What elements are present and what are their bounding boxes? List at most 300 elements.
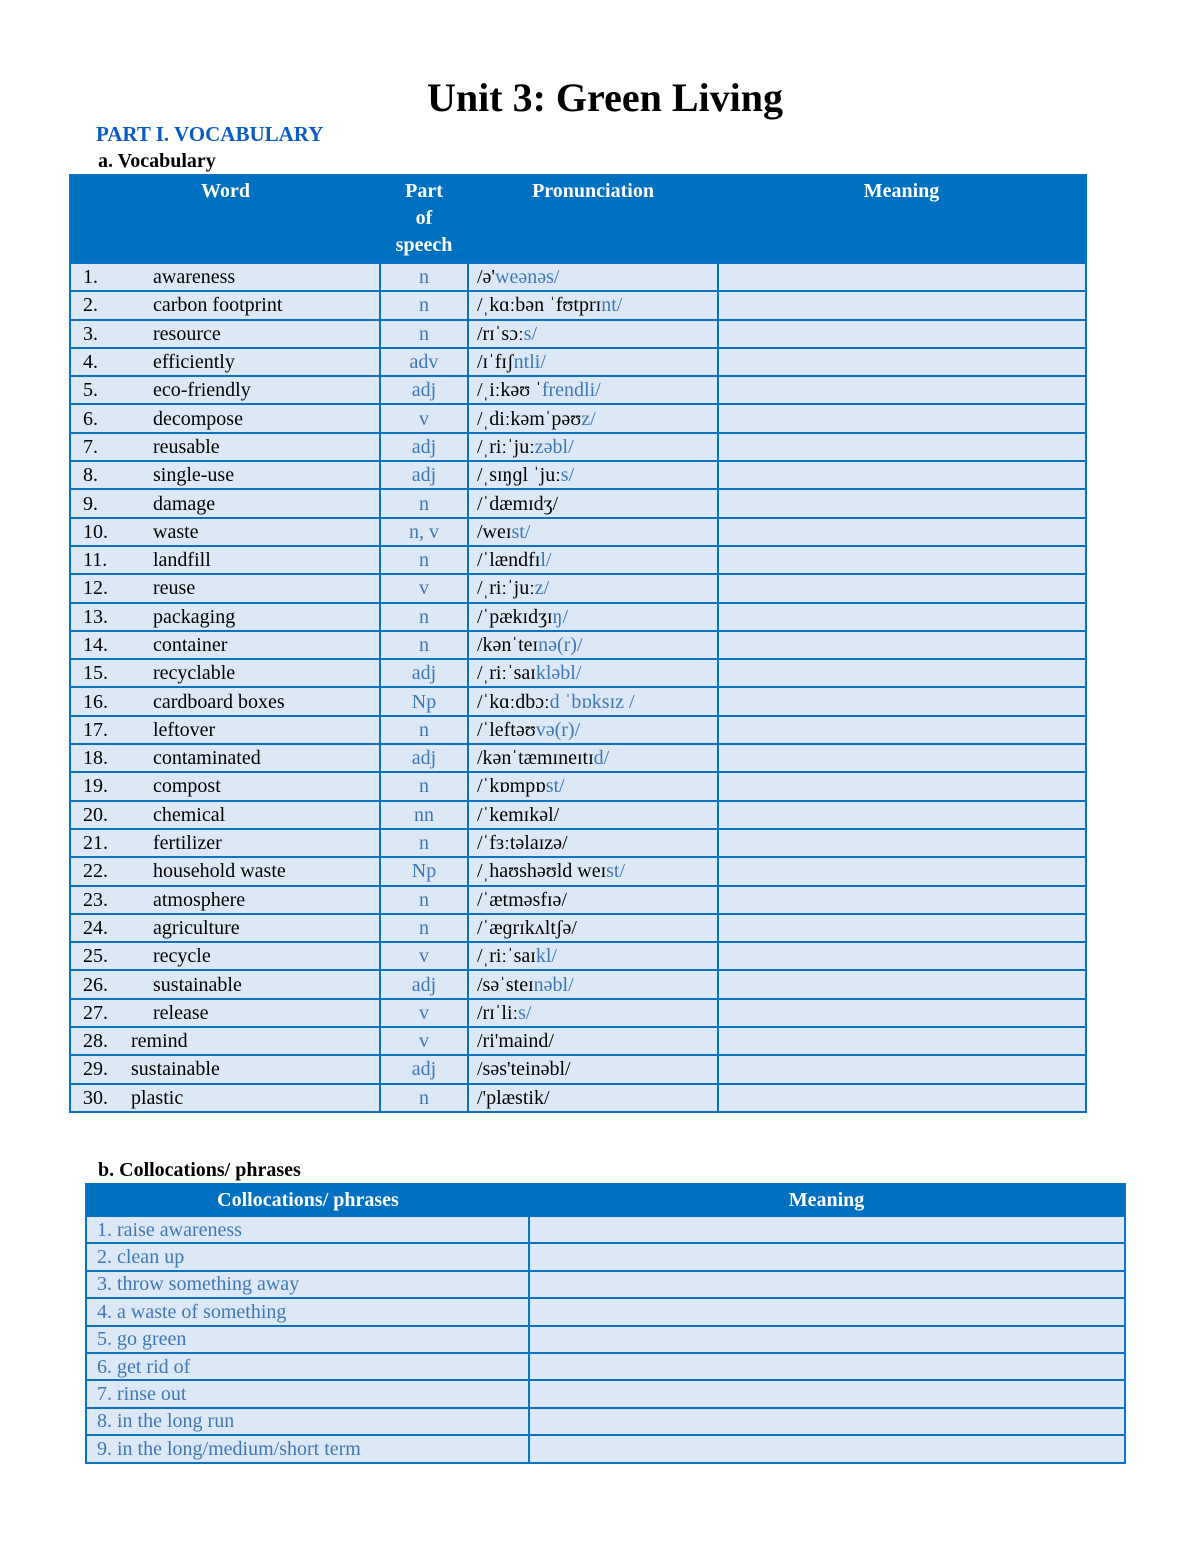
word-cell bbox=[70, 772, 380, 800]
meaning-cell[interactable] bbox=[718, 546, 1086, 574]
pronunciation-tail: kl/ bbox=[535, 945, 557, 968]
word-text: resource bbox=[153, 322, 221, 345]
table-row bbox=[70, 291, 1086, 319]
word-text: packaging bbox=[153, 605, 236, 628]
meaning-cell[interactable] bbox=[718, 659, 1086, 687]
word-cell bbox=[70, 1084, 380, 1112]
part-of-speech-cell: n, v bbox=[380, 518, 468, 546]
pronunciation-tail: və(r)/ bbox=[535, 718, 581, 741]
table-row bbox=[70, 461, 1086, 489]
table-row bbox=[70, 744, 1086, 772]
row-number: 27. bbox=[83, 1001, 108, 1024]
row-number: 28. bbox=[83, 1030, 108, 1053]
pronunciation-cell bbox=[468, 320, 718, 348]
pronunciation-tail: z/ bbox=[581, 407, 596, 430]
collocation-cell: 3. throw something away bbox=[86, 1271, 529, 1298]
pronunciation-cell bbox=[468, 942, 718, 970]
word-text: release bbox=[153, 1001, 209, 1024]
row-number: 10. bbox=[83, 520, 108, 543]
word-cell bbox=[70, 546, 380, 574]
row-number: 13. bbox=[83, 605, 108, 628]
row-number: 16. bbox=[83, 690, 108, 713]
pronunciation-cell bbox=[468, 914, 718, 942]
row-number: 1. bbox=[83, 266, 98, 289]
pronunciation-cell bbox=[468, 1055, 718, 1083]
word-cell bbox=[70, 320, 380, 348]
table-row bbox=[70, 603, 1086, 631]
pronunciation-cell bbox=[468, 433, 718, 461]
table-row bbox=[70, 659, 1086, 687]
row-number: 29. bbox=[83, 1058, 108, 1081]
table-row bbox=[86, 1326, 1125, 1353]
meaning-cell[interactable] bbox=[718, 320, 1086, 348]
row-number: 20. bbox=[83, 803, 108, 826]
table-row bbox=[86, 1271, 1125, 1298]
part-of-speech-cell: adj bbox=[380, 659, 468, 687]
pronunciation-tail: kləbl/ bbox=[535, 662, 582, 685]
meaning-cell[interactable] bbox=[718, 348, 1086, 376]
pronunciation-main: /ˈdæmɪdʒ/ bbox=[477, 492, 559, 515]
pronunciation-main: /səˈsteɪ bbox=[477, 973, 534, 996]
word-cell bbox=[70, 886, 380, 914]
row-number: 8. bbox=[83, 464, 98, 487]
pronunciation-tail: s/ bbox=[523, 322, 537, 345]
table-row bbox=[70, 404, 1086, 432]
word-text: single-use bbox=[153, 464, 235, 487]
pronunciation-main: /ˈkɑːdbɔː bbox=[477, 690, 550, 713]
meaning-cell[interactable] bbox=[718, 263, 1086, 291]
pronunciation-cell bbox=[468, 461, 718, 489]
row-number: 18. bbox=[83, 747, 108, 770]
word-cell bbox=[70, 659, 380, 687]
pronunciation-tail: nə(r)/ bbox=[538, 634, 583, 656]
table-row bbox=[86, 1243, 1125, 1270]
word-text: chemical bbox=[153, 803, 226, 826]
table-row bbox=[70, 914, 1086, 942]
table-row bbox=[86, 1408, 1125, 1435]
word-text: household waste bbox=[153, 860, 286, 883]
pronunciation-main: /ˌriːˈjuː bbox=[477, 435, 535, 458]
meaning-cell[interactable] bbox=[718, 461, 1086, 489]
meaning-cell[interactable] bbox=[718, 603, 1086, 631]
table-row bbox=[70, 857, 1086, 885]
meaning-cell[interactable] bbox=[529, 1243, 1125, 1270]
row-number: 21. bbox=[83, 832, 108, 855]
word-cell bbox=[70, 631, 380, 659]
meaning-cell[interactable] bbox=[718, 1055, 1086, 1083]
meaning-cell[interactable] bbox=[718, 716, 1086, 744]
word-text: recycle bbox=[153, 945, 211, 968]
word-text: decompose bbox=[153, 407, 243, 430]
pronunciation-main: /rɪˈsɔː bbox=[477, 322, 524, 345]
pronunciation-main: /ˌdiːkəmˈpəʊ bbox=[477, 407, 582, 430]
pronunciation-main: /ˌriːˈsaɪ bbox=[477, 945, 536, 968]
table-row bbox=[70, 546, 1086, 574]
pronunciation-tail: st/ bbox=[511, 520, 531, 543]
meaning-cell[interactable] bbox=[718, 1084, 1086, 1112]
pronunciation-tail: nəbl/ bbox=[533, 973, 574, 996]
table-row bbox=[70, 489, 1086, 517]
row-number: 25. bbox=[83, 945, 108, 968]
word-cell bbox=[70, 376, 380, 404]
part-of-speech-cell: v bbox=[380, 574, 468, 602]
word-cell bbox=[70, 829, 380, 857]
row-number: 17. bbox=[83, 718, 108, 741]
word-cell bbox=[70, 744, 380, 772]
word-cell bbox=[70, 1027, 380, 1055]
pronunciation-main: /ˌhaʊshəʊld weɪ bbox=[477, 860, 607, 883]
part-of-speech-cell: n bbox=[380, 772, 468, 800]
table-row bbox=[70, 631, 1086, 659]
part-of-speech-cell: adj bbox=[380, 1055, 468, 1083]
pronunciation-tail: nt/ bbox=[601, 294, 623, 317]
table-row bbox=[70, 886, 1086, 914]
word-cell bbox=[70, 970, 380, 998]
table-row bbox=[86, 1353, 1125, 1380]
word-cell bbox=[70, 404, 380, 432]
vocabulary-table bbox=[69, 174, 1087, 1113]
meaning-cell[interactable] bbox=[718, 970, 1086, 998]
part-of-speech-cell: n bbox=[380, 829, 468, 857]
collocations-table bbox=[85, 1183, 1126, 1464]
pronunciation-tail: ntli/ bbox=[513, 351, 546, 374]
word-text: plastic bbox=[131, 1086, 184, 1109]
word-cell bbox=[70, 461, 380, 489]
meaning-cell[interactable] bbox=[718, 744, 1086, 772]
part-of-speech-cell: Np bbox=[380, 857, 468, 885]
word-cell bbox=[70, 433, 380, 461]
pronunciation-main: /weɪ bbox=[477, 520, 512, 543]
pronunciation-cell bbox=[468, 404, 718, 432]
row-number: 14. bbox=[83, 634, 108, 656]
pronunciation-tail: z/ bbox=[534, 577, 550, 600]
pronunciation-main: /ˈpækɪdʒɪ bbox=[477, 605, 553, 628]
table-row bbox=[70, 518, 1086, 546]
pronunciation-cell bbox=[468, 1027, 718, 1055]
header-collocations: Collocations/ phrases bbox=[86, 1184, 529, 1216]
pronunciation-main: /kənˈtæmɪneɪtɪ bbox=[477, 747, 594, 770]
pronunciation-tail: st/ bbox=[606, 860, 626, 883]
table-row bbox=[70, 999, 1086, 1027]
pronunciation-main: /ˌkɑːbən ˈfʊtprɪ bbox=[477, 294, 602, 317]
header-pronunciation: Pronunciation bbox=[468, 175, 718, 263]
header-word: Word bbox=[70, 175, 380, 263]
word-cell bbox=[70, 999, 380, 1027]
word-cell bbox=[70, 716, 380, 744]
word-cell bbox=[70, 291, 380, 319]
pronunciation-cell bbox=[468, 999, 718, 1027]
table-row bbox=[70, 687, 1086, 715]
meaning-cell[interactable] bbox=[718, 942, 1086, 970]
part-of-speech-cell: adj bbox=[380, 970, 468, 998]
part-title: PART I. VOCABULARY bbox=[96, 122, 324, 146]
part-of-speech-cell: adj bbox=[380, 433, 468, 461]
meaning-cell[interactable] bbox=[718, 801, 1086, 829]
row-number: 3. bbox=[83, 322, 98, 345]
part-of-speech-cell: adj bbox=[380, 376, 468, 404]
part-of-speech-cell: n bbox=[380, 716, 468, 744]
meaning-cell[interactable] bbox=[529, 1435, 1125, 1462]
row-number: 6. bbox=[83, 407, 98, 430]
part-of-speech-cell: v bbox=[380, 942, 468, 970]
meaning-cell[interactable] bbox=[529, 1380, 1125, 1407]
row-number: 23. bbox=[83, 888, 108, 911]
table-row bbox=[70, 376, 1086, 404]
word-text: compost bbox=[153, 775, 221, 798]
row-number: 9. bbox=[83, 492, 98, 515]
word-text: remind bbox=[131, 1030, 188, 1053]
row-number: 4. bbox=[83, 351, 98, 374]
meaning-cell[interactable] bbox=[718, 772, 1086, 800]
pronunciation-cell bbox=[468, 744, 718, 772]
part-of-speech-cell: n bbox=[380, 886, 468, 914]
pronunciation-main: /ˌsɪŋɡl ˈjuː bbox=[477, 464, 561, 487]
meaning-cell[interactable] bbox=[718, 376, 1086, 404]
word-text: reusable bbox=[153, 435, 220, 458]
pronunciation-cell bbox=[468, 376, 718, 404]
part-of-speech-cell: v bbox=[380, 1027, 468, 1055]
meaning-cell[interactable] bbox=[718, 886, 1086, 914]
word-text: recyclable bbox=[153, 662, 236, 685]
word-cell bbox=[70, 348, 380, 376]
row-number: 24. bbox=[83, 916, 108, 939]
pronunciation-tail: frendli/ bbox=[541, 379, 601, 402]
word-text: awareness bbox=[153, 266, 236, 289]
pronunciation-main: /ˈæɡrɪkʌltʃə/ bbox=[477, 916, 577, 939]
pronunciation-cell bbox=[468, 518, 718, 546]
collocations-header-row bbox=[86, 1184, 1125, 1216]
pronunciation-tail: d ˈbɒksɪz / bbox=[549, 690, 635, 713]
part-of-speech-cell: v bbox=[380, 999, 468, 1027]
collocation-cell: 7. rinse out bbox=[86, 1380, 529, 1407]
pronunciation-cell bbox=[468, 687, 718, 715]
table-row bbox=[70, 574, 1086, 602]
collocation-cell: 6. get rid of bbox=[86, 1353, 529, 1380]
pronunciation-main: /'plæstik/ bbox=[477, 1086, 550, 1109]
word-cell bbox=[70, 857, 380, 885]
row-number: 15. bbox=[83, 662, 108, 685]
part-of-speech-cell: n bbox=[380, 631, 468, 659]
table-row bbox=[70, 970, 1086, 998]
word-cell bbox=[70, 1055, 380, 1083]
word-cell bbox=[70, 574, 380, 602]
word-text: fertilizer bbox=[153, 832, 222, 855]
table-row bbox=[70, 263, 1086, 291]
meaning-cell[interactable] bbox=[718, 999, 1086, 1027]
pronunciation-cell bbox=[468, 348, 718, 376]
part-of-speech-cell: adj bbox=[380, 744, 468, 772]
pronunciation-main: /ˌiːkəʊ ˈ bbox=[477, 379, 542, 402]
word-text: landfill bbox=[153, 549, 211, 572]
pronunciation-main: /ˈleftəʊ bbox=[477, 718, 536, 741]
pronunciation-tail: s/ bbox=[518, 1001, 532, 1024]
part-of-speech-cell: Np bbox=[380, 687, 468, 715]
pronunciation-tail: s/ bbox=[560, 464, 575, 487]
header-part-of-speech: Part of speech bbox=[380, 175, 468, 263]
word-text: leftover bbox=[153, 718, 216, 741]
part-of-speech-cell: adj bbox=[380, 461, 468, 489]
meaning-cell[interactable] bbox=[529, 1271, 1125, 1298]
pronunciation-tail: d/ bbox=[593, 747, 610, 770]
word-cell bbox=[70, 942, 380, 970]
table-row bbox=[70, 942, 1086, 970]
collocation-cell: 9. in the long/medium/short term bbox=[86, 1435, 529, 1462]
row-number: 5. bbox=[83, 379, 98, 402]
section-a-heading: a. Vocabulary bbox=[98, 150, 216, 172]
word-text: container bbox=[153, 634, 228, 656]
word-text: waste bbox=[153, 520, 199, 543]
pronunciation-main: /səs'teinəbl/ bbox=[477, 1058, 571, 1081]
row-number: 2. bbox=[83, 294, 98, 317]
word-text: cardboard boxes bbox=[153, 690, 285, 713]
pronunciation-main: /kənˈteɪ bbox=[477, 634, 539, 656]
row-number: 7. bbox=[83, 435, 98, 458]
collocation-cell: 1. raise awareness bbox=[86, 1216, 529, 1243]
row-number: 19. bbox=[83, 775, 108, 798]
collocation-cell: 2. clean up bbox=[86, 1243, 529, 1270]
collocation-cell: 5. go green bbox=[86, 1326, 529, 1353]
pronunciation-cell bbox=[468, 631, 718, 659]
meaning-cell[interactable] bbox=[718, 914, 1086, 942]
word-text: agriculture bbox=[153, 916, 240, 939]
header-meaning: Meaning bbox=[529, 1184, 1125, 1216]
meaning-cell[interactable] bbox=[718, 489, 1086, 517]
table-row bbox=[86, 1216, 1125, 1243]
table-row bbox=[70, 772, 1086, 800]
pronunciation-cell bbox=[468, 603, 718, 631]
meaning-cell[interactable] bbox=[718, 518, 1086, 546]
pronunciation-tail: ŋ/ bbox=[552, 605, 568, 628]
table-row bbox=[70, 348, 1086, 376]
word-text: damage bbox=[153, 492, 216, 515]
pronunciation-cell bbox=[468, 489, 718, 517]
vocabulary-header-row bbox=[70, 175, 1086, 263]
pronunciation-main: /ˈfɜːtəlaɪzə/ bbox=[477, 832, 568, 855]
pronunciation-cell bbox=[468, 716, 718, 744]
pronunciation-tail: l/ bbox=[540, 549, 552, 572]
part-of-speech-cell: n bbox=[380, 291, 468, 319]
collocation-cell: 4. a waste of something bbox=[86, 1298, 529, 1325]
pronunciation-main: /ə' bbox=[477, 266, 496, 289]
word-text: sustainable bbox=[153, 973, 242, 996]
meaning-cell[interactable] bbox=[529, 1326, 1125, 1353]
meaning-cell[interactable] bbox=[718, 1027, 1086, 1055]
part-of-speech-cell: n bbox=[380, 320, 468, 348]
pronunciation-cell bbox=[468, 263, 718, 291]
part-of-speech-cell: n bbox=[380, 263, 468, 291]
pronunciation-cell bbox=[468, 546, 718, 574]
pronunciation-main: /ri'maind/ bbox=[477, 1030, 554, 1053]
table-row bbox=[70, 320, 1086, 348]
word-cell bbox=[70, 914, 380, 942]
row-number: 12. bbox=[83, 577, 108, 600]
pronunciation-main: /ˈætməsfɪə/ bbox=[477, 888, 567, 911]
word-cell bbox=[70, 687, 380, 715]
word-cell bbox=[70, 263, 380, 291]
word-text: atmosphere bbox=[153, 888, 246, 911]
pronunciation-cell bbox=[468, 772, 718, 800]
pronunciation-cell bbox=[468, 1084, 718, 1112]
pronunciation-main: /ˌriːˈsaɪ bbox=[477, 662, 536, 685]
row-number: 22. bbox=[83, 860, 108, 883]
table-row bbox=[70, 829, 1086, 857]
table-row bbox=[86, 1298, 1125, 1325]
row-number: 26. bbox=[83, 973, 108, 996]
pronunciation-cell bbox=[468, 829, 718, 857]
table-row bbox=[70, 433, 1086, 461]
pronunciation-main: /rɪˈliː bbox=[477, 1001, 519, 1024]
pronunciation-cell bbox=[468, 857, 718, 885]
word-text: eco-friendly bbox=[153, 379, 251, 402]
pronunciation-cell bbox=[468, 801, 718, 829]
table-row bbox=[70, 716, 1086, 744]
table-row bbox=[70, 1055, 1086, 1083]
meaning-cell[interactable] bbox=[718, 433, 1086, 461]
table-row bbox=[86, 1380, 1125, 1407]
row-number: 30. bbox=[83, 1086, 108, 1109]
part-of-speech-cell: nn bbox=[380, 801, 468, 829]
pronunciation-main: /ˌriːˈjuː bbox=[477, 577, 535, 600]
word-text: sustainable bbox=[131, 1058, 220, 1081]
table-row bbox=[70, 1027, 1086, 1055]
pronunciation-tail: st/ bbox=[545, 775, 565, 798]
table-row bbox=[70, 801, 1086, 829]
table-row bbox=[86, 1435, 1125, 1462]
part-of-speech-cell: n bbox=[380, 546, 468, 574]
word-cell bbox=[70, 801, 380, 829]
meaning-cell[interactable] bbox=[718, 829, 1086, 857]
word-text: carbon footprint bbox=[153, 294, 283, 317]
meaning-cell[interactable] bbox=[718, 857, 1086, 885]
word-text: reuse bbox=[153, 577, 196, 600]
header-meaning: Meaning bbox=[718, 175, 1086, 263]
part-of-speech-cell: n bbox=[380, 1084, 468, 1112]
part-of-speech-cell: adv bbox=[380, 348, 468, 376]
meaning-cell[interactable] bbox=[718, 404, 1086, 432]
meaning-cell[interactable] bbox=[718, 631, 1086, 659]
part-of-speech-cell: n bbox=[380, 489, 468, 517]
pronunciation-main: /ɪˈfɪʃ bbox=[477, 351, 514, 374]
pronunciation-main: /ˈkemɪkəl/ bbox=[477, 803, 560, 826]
word-cell bbox=[70, 603, 380, 631]
pronunciation-main: /ˈlændfɪ bbox=[477, 549, 541, 572]
pronunciation-main: /ˈkɒmpɒ bbox=[477, 775, 546, 798]
word-text: efficiently bbox=[153, 351, 235, 374]
pronunciation-cell bbox=[468, 574, 718, 602]
meaning-cell[interactable] bbox=[529, 1408, 1125, 1435]
part-of-speech-cell: v bbox=[380, 404, 468, 432]
page-title: Unit 3: Green Living bbox=[427, 75, 783, 120]
pronunciation-tail: zəbl/ bbox=[534, 435, 574, 458]
pronunciation-cell bbox=[468, 970, 718, 998]
word-text: contaminated bbox=[153, 747, 261, 770]
section-b-heading: b. Collocations/ phrases bbox=[98, 1159, 301, 1181]
row-number: 11. bbox=[83, 549, 108, 572]
meaning-cell[interactable] bbox=[718, 687, 1086, 715]
meaning-cell[interactable] bbox=[529, 1298, 1125, 1325]
word-cell bbox=[70, 489, 380, 517]
table-row bbox=[70, 1084, 1086, 1112]
meaning-cell[interactable] bbox=[529, 1216, 1125, 1243]
pronunciation-cell bbox=[468, 886, 718, 914]
meaning-cell[interactable] bbox=[529, 1353, 1125, 1380]
meaning-cell[interactable] bbox=[718, 574, 1086, 602]
word-cell bbox=[70, 518, 380, 546]
part-of-speech-cell: n bbox=[380, 914, 468, 942]
collocation-cell: 8. in the long run bbox=[86, 1408, 529, 1435]
meaning-cell[interactable] bbox=[718, 291, 1086, 319]
pronunciation-cell bbox=[468, 291, 718, 319]
